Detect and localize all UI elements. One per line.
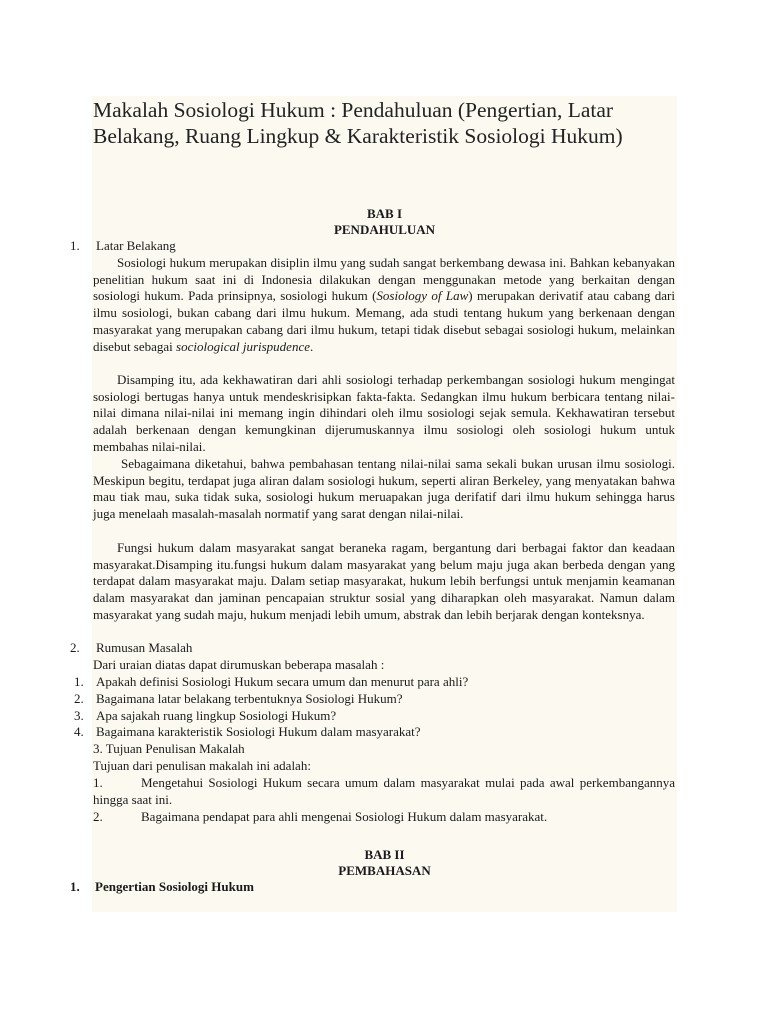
chapter-label: BAB II <box>364 847 405 862</box>
document-title: Makalah Sosiologi Hukum : Pendahuluan (Pengertian, Latar Belakang, Ruang Lingkup & Karakteristik Sosiologi Hukum) <box>93 98 623 148</box>
section-number: 1. <box>70 879 80 894</box>
list-item: Mengetahui Sosiologi Hukum secara umum dalam masyarakat mulai pada awal perkembangannya hingga saat ini. <box>93 775 675 807</box>
list-item-number: 3. <box>74 708 84 723</box>
section-number: 2. <box>70 640 80 655</box>
list-item-number: 1. <box>93 775 103 790</box>
list-item-number: 1. <box>74 674 84 689</box>
paragraph: Disamping itu, ada kekhawatiran dari ahli sosiologi terhadap perkembangan sosiologi hukum mengingat sosiologi bertugas hanya untuk mendeskrisipkan fakta-fakta. Sedangkan ilmu hukum berbicara tentang nilai-nilai dimana nilai-nilai ini memang ingin dihindari oleh ilmu sosiologi sejak semula. Kekhawatiran tersebut adalah berkenaan dengan kemungkinan dijerumuskannya ilmu sosiologi oleh sosiologi hukum untuk membahas nilai-nilai. <box>93 372 675 454</box>
section-number: 1. <box>70 238 80 253</box>
list-item-number: 4. <box>74 724 84 739</box>
section-heading: Rumusan Masalah <box>96 640 193 655</box>
chapter-heading: PEMBAHASAN <box>338 863 431 878</box>
list-item-number: 2. <box>93 809 103 824</box>
chapter-label: BAB I <box>366 206 403 221</box>
section-heading: 3. Tujuan Penulisan Makalah <box>93 741 245 756</box>
section-heading: Pengertian Sosiologi Hukum <box>95 879 254 894</box>
list-item: Bagaimana latar belakang terbentuknya Sosiologi Hukum? <box>96 691 403 706</box>
list-item-number: 2. <box>74 691 84 706</box>
list-item: Apakah definisi Sosiologi Hukum secara umum dan menurut para ahli? <box>96 674 469 689</box>
paragraph: Fungsi hukum dalam masyarakat sangat beraneka ragam, bergantung dari berbagai faktor dan keadaan masyarakat.Disamping itu.fungsi hukum dalam masyarakat yang belum maju juga akan berbeda dengan yang terdapat dalam masyarakat maju. Dalam setiap masyarakat, hukum lebih berfungsi untuk menjamin keamanan dalam masyarakat dan jaminan pencapaian struktur sosial yang diharapkan oleh masyarakat. Namun dalam masyarakat yang sudah maju, hukum menjadi lebih umum, abstrak dan lebih berjarak dengan konteksnya. <box>93 540 675 622</box>
section-heading: Latar Belakang <box>96 238 176 253</box>
list-intro: Tujuan dari penulisan makalah ini adalah: <box>93 758 311 773</box>
list-item: Apa sajakah ruang lingkup Sosiologi Hukum? <box>96 708 337 723</box>
list-intro: Dari uraian diatas dapat dirumuskan beberapa masalah : <box>93 657 385 672</box>
chapter-heading: PENDAHULUAN <box>333 222 436 237</box>
paragraph: Sosiologi hukum merupakan disiplin ilmu yang sudah sangat berkembang dewasa ini. Bahkan kebanyakan penelitian hukum saat ini di Indonesia dilakukan dengan menggunakan metode yang berkaitan dengan sosiologi hukum. Pada prinsipnya, sosiologi hukum (Sosiology of Law) merupakan derivatif atau cabang dari ilmu sosiologi, bukan cabang dari ilmu hukum. Memang, ada studi tentang hukum yang berkenaan dengan masyarakat yang merupakan cabang dari ilmu hukum, tetapi tidak disebut sebagai sosiologi hukum, melainkan disebut sebagai sociological jurispudence. <box>93 255 675 354</box>
paragraph: Sebagaimana diketahui, bahwa pembahasan tentang nilai-nilai sama sekali bukan urusan ilmu sosiologi. Meskipun begitu, terdapat juga aliran dalam sosiologi hukum, seperti aliran Berkeley, yang menyatakan bahwa mau tiak mau, suka tidak suka, sosiologi hukum meruapakan juga derifatif dari ilmu hukum sehingga harus juga menelaah masalah-masalah normatif yang sarat dengan nilai-nilai. <box>93 456 675 522</box>
list-item: Bagaimana pendapat para ahli mengenai Sosiologi Hukum dalam masyarakat. <box>141 809 548 824</box>
list-item: Bagaimana karakteristik Sosiologi Hukum dalam masyarakat? <box>96 724 421 739</box>
